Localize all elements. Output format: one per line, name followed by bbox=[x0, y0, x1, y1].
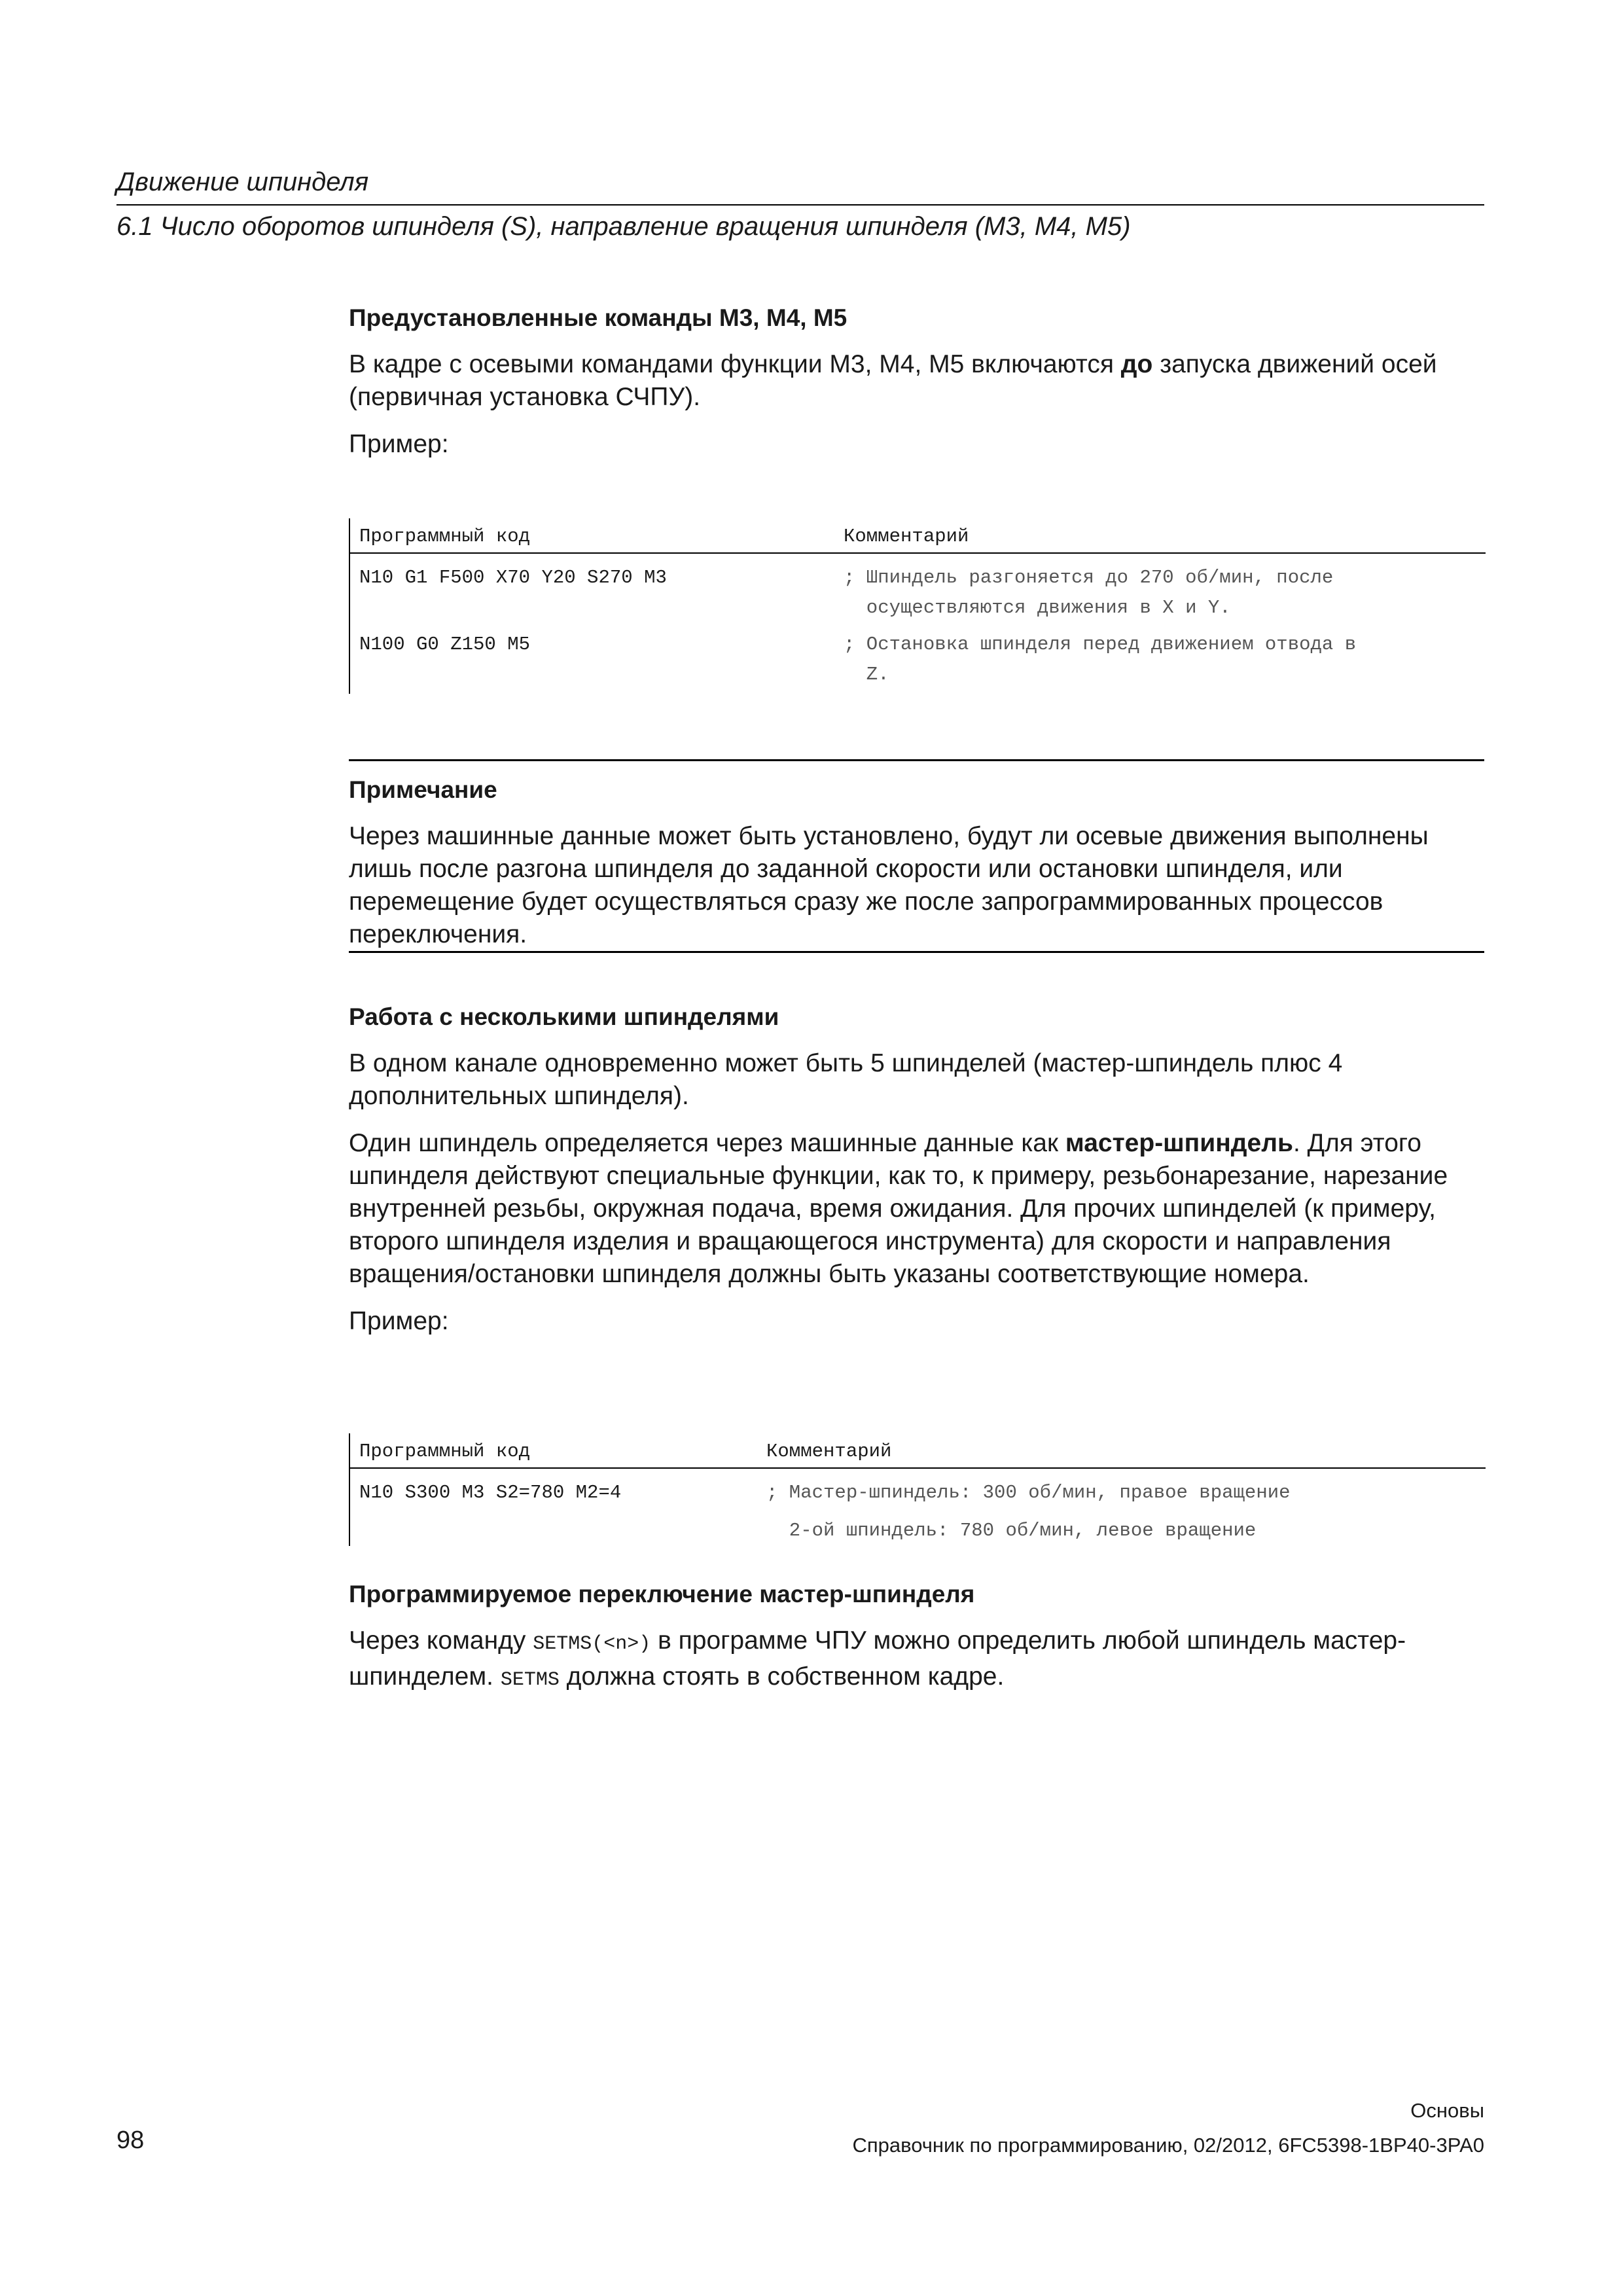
code-table-1 bbox=[349, 518, 1486, 694]
multi-paragraph-2: Один шпиндель определяется через машинные данные как мастер-шпиндель. Для этого шпинделя действуют специальные функции, как то, к примеру, резьбонарезание, нарезание внутренней резьбы, окружная подача, время ожидания. Для прочих шпинделей (к примеру, второго шпинделя изделия и вращающегося инструмента) для скорости и направления вращения/остановки шпинделя должны быть указаны соответствующие номера. bbox=[349, 1129, 1448, 1288]
example-label: Пример: bbox=[349, 1307, 449, 1335]
inline-code: SETMS(<n>) bbox=[533, 1633, 651, 1655]
code-row: N100 G0 Z150 M5 ; Остановка шпинделя перед движением отвода в Z. bbox=[359, 634, 1357, 685]
bold-word: до bbox=[1120, 350, 1153, 378]
code-row: N10 G1 F500 X70 Y20 S270 M3 ; Шпиндель разгоняется до 270 об/мин, после осуществляются движения в X и Y. bbox=[359, 567, 1334, 619]
example-label: Пример: bbox=[349, 430, 449, 458]
running-header bbox=[116, 165, 1484, 243]
multi-spindle-section bbox=[349, 1001, 1484, 1338]
multi-paragraph-1: В одном канале одновременно может быть 5 шпинделей (мастер-шпиндель плюс 4 дополнительных шпинделя). bbox=[349, 1049, 1343, 1110]
preset-heading: Предустановленные команды M3, M4, M5 bbox=[349, 304, 847, 331]
bold-term: мастер-шпиндель bbox=[1065, 1129, 1293, 1157]
book-title: Основы bbox=[1410, 2099, 1484, 2122]
chapter-title: Движение шпинделя bbox=[116, 168, 369, 196]
note-heading: Примечание bbox=[349, 776, 497, 803]
switch-paragraph: Через команду SETMS(<n>) в программе ЧПУ можно определить любой шпиндель мастер-шпинделем. SETMS должна стоять в собственном кадре. bbox=[349, 1626, 1406, 1691]
code-table-header: Программный код Комментарий bbox=[350, 518, 1486, 554]
header-rule bbox=[116, 204, 1484, 206]
note-text: Через машинные данные может быть установлено, будут ли осевые движения выполнены лишь после разгона шпинделя до заданной скорости или остановки шпинделя, или перемещение будет осуществляться сразу же после запрограммированных процессов переключения. bbox=[349, 822, 1429, 948]
code-table-header: Программный код Комментарий bbox=[350, 1433, 1486, 1469]
note-box bbox=[349, 759, 1484, 953]
code-row: N10 S300 M3 S2=780 M2=4 ; Мастер-шпиндель: 300 об/мин, правое вращение bbox=[359, 1482, 1291, 1503]
switch-heading: Программируемое переключение мастер-шпинделя bbox=[349, 1581, 975, 1607]
page-number: 98 bbox=[116, 2126, 145, 2154]
switch-section bbox=[349, 1579, 1484, 1696]
preset-paragraph: В кадре с осевыми командами функции M3, M4, M5 включаются до запуска движений осей (первичная установка СЧПУ). bbox=[349, 350, 1437, 411]
inline-code: SETMS bbox=[500, 1669, 560, 1691]
multi-heading: Работа с несколькими шпинделями bbox=[349, 1003, 779, 1030]
section-title: 6.1 Число оборотов шпинделя (S), направление вращения шпинделя (M3, M4, M5) bbox=[116, 212, 1131, 241]
code-row: 2-ой шпиндель: 780 об/мин, левое вращение bbox=[766, 1520, 1257, 1541]
book-reference: Справочник по программированию, 02/2012, 6FC5398-1BP40-3PA0 bbox=[852, 2134, 1484, 2157]
preset-section bbox=[349, 302, 1484, 461]
code-table-2 bbox=[349, 1433, 1486, 1546]
